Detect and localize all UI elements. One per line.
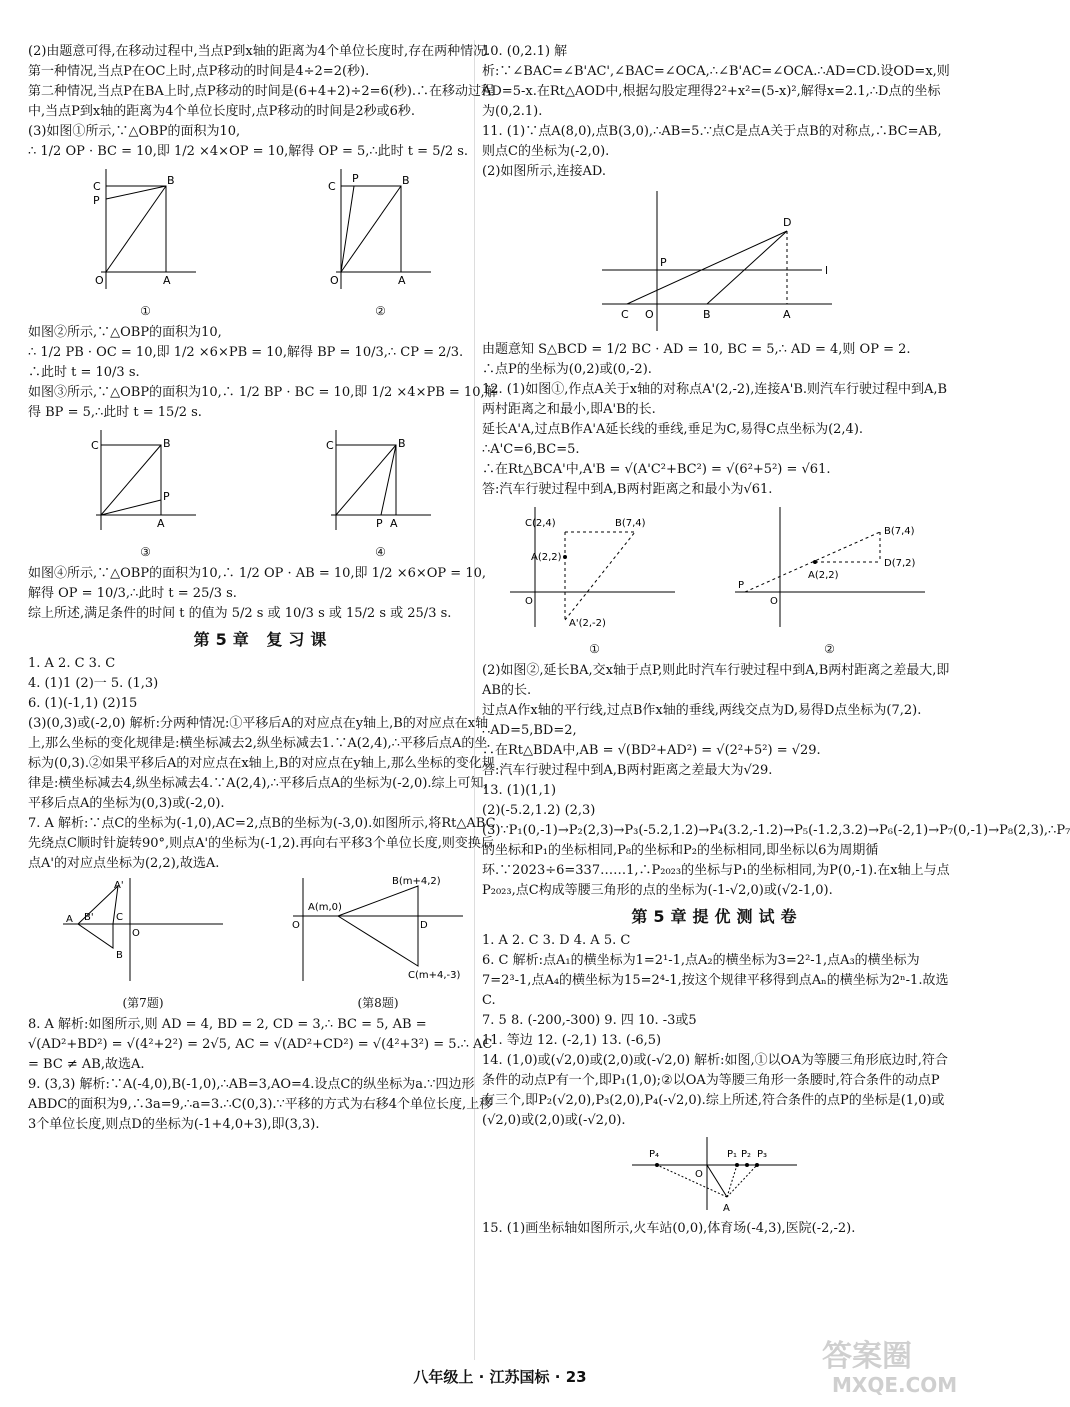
left-column <box>28 42 498 1135</box>
svg-text:O: O <box>132 928 140 939</box>
answer-line: 答:汽车行驶过程中到A,B两村距离之差最大为√29. <box>482 763 773 778</box>
answer-line: ∴在Rt△BDA中,AB = √(BD²+AD²) = √(2²+5²) = √29. <box>482 743 821 758</box>
svg-text:B: B <box>162 437 171 450</box>
svg-text:A: A <box>783 308 791 321</box>
para: (3)如图①所示,∵△OBP的面积为10, <box>28 124 241 139</box>
answer-line: 14. (1,0)或(√2,0)或(2,0)或(-√2,0) 解析:如图,①以OA为等腰三角形底边时,符合条件的动点P有一个,即P₁(1,0);②以OA为等腰三角形一条腰时,符合条件的动点P有三个,即P₂(√2,0),P₃(2,0),P₄(-√2,0).综上所述,符合条件的点P的坐标是(1,0)或(√2,0)或(2,0)或(-√2,0). <box>482 1053 948 1128</box>
svg-text:MXQE.COM: MXQE.COM <box>832 1373 958 1397</box>
svg-text:B: B <box>116 950 123 961</box>
figures-1-2 <box>28 164 498 321</box>
answer-line: 1. A 2. C 3. C <box>28 656 116 671</box>
para: ∴此时 t = 10/3 s. <box>28 365 140 380</box>
svg-text:A: A <box>162 274 171 287</box>
caption: (第8题) <box>357 996 399 1010</box>
figure-12-2 <box>730 502 930 632</box>
answer-line: (2)如图所示,连接AD. <box>482 164 607 179</box>
answer-line: 9. (3,3) 解析:∵A(-4,0),B(-1,0),∴AB=3,AO=4.设点C的纵坐标为a.∵四边形ABDC的面积为9,∴3a=9,∴a=3.∴C(0,3).∵平移的方式为右移4个单位长度,上移3个单位长度,则点D的坐标为(-1+4,0+3),即(3,3). <box>28 1077 493 1132</box>
caption: (第7题) <box>122 996 164 1010</box>
svg-text:P: P <box>737 580 744 591</box>
svg-text:A: A <box>66 914 73 925</box>
label: C(m+4,-3) <box>408 970 461 981</box>
figure-14 <box>627 1135 807 1215</box>
label: B(7,4) <box>883 526 915 537</box>
caption: ① <box>140 304 151 318</box>
figure-1 <box>91 164 201 294</box>
svg-text:C: C <box>90 439 99 452</box>
svg-text:B: B <box>703 308 711 321</box>
answer-line: 1. A 2. C 3. D 4. A 5. C <box>482 933 631 948</box>
svg-text:P: P <box>162 490 170 503</box>
answer-line: 答:汽车行驶过程中到A,B两村距离之和最小为√61. <box>482 482 773 497</box>
watermark-logo <box>812 1330 982 1400</box>
answer-line: 7. A 解析:∵点C的坐标为(-1,0),AC=2,点B的坐标为(-3,0).如图所示,将Rt△ABC先绕点C顺时针旋转90°,则点A'的坐标为(-1,2).再向右平移3个单位长度,则变换后点A'的对应点坐标为(2,2),故选A. <box>28 816 496 871</box>
svg-text:C: C <box>116 912 123 923</box>
answer-line: (3)∵P₁(0,-1)→P₂(2,3)→P₃(-5.2,1.2)→P₄(3.2,-1.2)→P₅(-1.2,3.2)→P₆(-2,1)→P₇(0,-1)→P₈(2,3),∴P₇的坐标和P₁的坐标相同,P₈的坐标和P₂的坐标相同,即坐标以6为周期循环.∵2023÷6=337……1,∴P₂₀₂₃的坐标与P₁的坐标相同,为P(0,-1).在x轴上与点P₂₀₂₃,点C构成等腰三角形的点的坐标为(-1-√2,0)或(√2-1,0). <box>482 823 1070 898</box>
answer-line: (3)(0,3)或(-2,0) 解析:分两种情况:①平移后A的对应点在y轴上,B的对应点在x轴上,那么坐标的变化规律是:横坐标减去2,纵坐标减去1.∵A(2,4),∴平移后点A的坐标为(0,3).②如果平移后A的对应点在x轴上,B的对应点在y轴上,那么坐标的变化规律是:横坐标减去4,纵坐标减去4.∵A(2,4),∴平移后点A的坐标为(-2,0).综上可知,平移后点A的坐标为(0,3)或(-2,0). <box>28 716 495 811</box>
svg-text:B: B <box>397 437 406 450</box>
svg-text:O: O <box>524 596 533 607</box>
answer-line: (2)(-5.2,1.2) (2,3) <box>482 803 596 818</box>
svg-text:C: C <box>621 308 629 321</box>
answer-line: 11. 等边 12. (-2,1) 13. (-6,5) <box>482 1033 662 1048</box>
label: P₄ <box>649 1149 660 1160</box>
svg-text:A': A' <box>114 880 124 891</box>
answer-line: 6. (1)(-1,1) (2)15 <box>28 696 138 711</box>
para: 第一种情况,当点P在OC上时,点P移动的时间是4÷2=2(秒). <box>28 64 370 79</box>
figures-3-4 <box>28 425 498 562</box>
svg-text:C: C <box>327 180 336 193</box>
svg-text:B: B <box>401 174 410 187</box>
svg-text:答案圈: 答案圈 <box>822 1339 912 1374</box>
svg-text:D: D <box>783 216 792 229</box>
para: ∴ 1/2 OP · BC = 10,即 1/2 ×4×OP = 10,解得 OP = 5,∴此时 t = 5/2 s. <box>28 144 469 159</box>
label: A(m,0) <box>308 902 342 913</box>
figure-12-1 <box>505 502 685 632</box>
answer-line: 8. A 解析:如图所示,则 AD = 4, BD = 2, CD = 3,∴ BC = 5, AB = √(AD²+BD²) = √(4²+2²) = 2√5, AC = √(AD²+CD²) = √(4²+3²) = 5.∴ AC = BC ≠ AB,故选A. <box>28 1017 493 1072</box>
section-heading: 第5章 复习课 <box>193 630 333 649</box>
svg-text:O: O <box>329 274 339 287</box>
right-column <box>482 42 1070 1239</box>
svg-text:O: O <box>94 274 104 287</box>
label: B(m+4,2) <box>392 876 441 887</box>
answer-line: 延长A'A,过点B作A'A延长线的垂线,垂足为C,易得C点坐标为(2,4). <box>482 422 864 437</box>
label: P₁ <box>727 1149 738 1160</box>
para: 第二种情况,当点P在BA上时,点P移动的时间是(6+4+2)÷2=6(秒).∴在移动过程中,当点P到x轴的距离为4个单位长度时,点P移动的时间是2秒或6秒. <box>28 84 495 119</box>
label: P₂ <box>741 1149 752 1160</box>
para: 如图④所示,∵△OBP的面积为10,∴ 1/2 OP · AB = 10,即 1/2 ×6×OP = 10,解得 OP = 10/3,∴此时 t = 25/3 s. <box>28 566 487 601</box>
label: O <box>695 1169 703 1180</box>
svg-text:C: C <box>92 180 101 193</box>
svg-text:B: B <box>166 174 175 187</box>
section-heading: 第5章提优测试卷 <box>631 907 803 926</box>
svg-text:O: O <box>645 308 654 321</box>
figures-7-8 <box>28 876 498 1013</box>
label: D(7,2) <box>883 558 915 569</box>
svg-text:P: P <box>660 256 667 269</box>
caption: ③ <box>140 545 151 559</box>
caption: ④ <box>375 545 386 559</box>
answer-line: 7. 5 8. (-200,-300) 9. 四 10. -3或5 <box>482 1013 697 1028</box>
svg-text:A: A <box>397 274 406 287</box>
caption: ② <box>375 304 386 318</box>
svg-text:D: D <box>420 920 428 931</box>
svg-text:O: O <box>769 596 778 607</box>
answer-line: 过点A作x轴的平行线,过点B作x轴的垂线,两线交点为D,易得D点坐标为(7,2). <box>482 703 922 718</box>
figures-12 <box>482 502 952 659</box>
para: 如图③所示,∵△OBP的面积为10,∴ 1/2 BP · BC = 10,即 1/2 ×4×PB = 10,解得 BP = 5,∴此时 t = 15/2 s. <box>28 385 498 420</box>
label: A'(2,-2) <box>568 618 606 629</box>
para: ∴ 1/2 PB · OC = 10,即 1/2 ×6×PB = 10,解得 BP = 10/3,∴ CP = 2/3. <box>28 345 464 360</box>
page-footer: 八年级上 · 江苏国标 · 23 <box>413 1368 587 1386</box>
figure-11 <box>597 186 837 336</box>
figure-7 <box>58 876 228 986</box>
figure-8 <box>288 876 468 986</box>
figure-3 <box>91 425 201 535</box>
label: A(2,2) <box>530 552 562 563</box>
svg-text:A: A <box>389 517 398 530</box>
answer-line: 15. (1)画坐标轴如图所示,火车站(0,0),体育场(-4,3),医院(-2,-2). <box>482 1221 856 1236</box>
figure-2 <box>326 164 436 294</box>
svg-text:P: P <box>351 172 359 185</box>
svg-text:P: P <box>375 517 383 530</box>
label: P₃ <box>757 1149 768 1160</box>
answer-line: 10. (0,2.1) 解析:∵∠BAC=∠B'AC',∠BAC=∠OCA,∴∠B'AC=∠OCA.∴AD=CD.设OD=x,则AD=5-x.在Rt△AOD中,根据勾股定理得2²+x²=(5-x)²,解得x=2.1,∴D点的坐标为(0,2.1). <box>482 44 950 119</box>
answer-line: 12. (1)如图①,作点A关于x轴的对称点A'(2,-2),连接A'B.则汽车行驶过程中到A,B两村距离之和最小,即A'B的长. <box>482 382 948 417</box>
svg-text:O: O <box>292 920 300 931</box>
answer-line: ∴A'C=6,BC=5. <box>482 442 580 457</box>
svg-text:A: A <box>156 517 165 530</box>
figure-4 <box>326 425 436 535</box>
para: 综上所述,满足条件的时间 t 的值为 5/2 s 或 10/3 s 或 15/2 s 或 25/3 s. <box>28 606 452 621</box>
label: A <box>723 1203 730 1214</box>
svg-text:P: P <box>92 194 100 207</box>
caption: ① <box>589 642 600 656</box>
para: (2)由题意可得,在移动过程中,当点P到x轴的距离为4个单位长度时,存在两种情况. <box>28 44 491 59</box>
label: A(2,2) <box>807 570 839 581</box>
answer-line: (2)如图②,延长BA,交x轴于点P,则此时汽车行驶过程中到A,B两村距离之差最大,即AB的长. <box>482 663 950 698</box>
answer-line: 13. (1)(1,1) <box>482 783 557 798</box>
answer-line: 11. (1)∵点A(8,0),点B(3,0),∴AB=5.∵点C是点A关于点B的对称点,∴BC=AB,则点C的坐标为(-2,0). <box>482 124 942 159</box>
answer-line: ∴AD=5,BD=2, <box>482 723 577 738</box>
para: 如图②所示,∵△OBP的面积为10, <box>28 325 222 340</box>
label: C(2,4) <box>524 518 556 529</box>
svg-text:C: C <box>325 439 334 452</box>
svg-text:B': B' <box>84 912 94 923</box>
svg-text:l: l <box>825 264 829 277</box>
label: B(7,4) <box>614 518 646 529</box>
answer-line: 4. (1)1 (2)一 5. (1,3) <box>28 676 159 691</box>
caption: ② <box>824 642 835 656</box>
answer-line: 由题意知 S△BCD = 1/2 BC · AD = 10, BC = 5,∴ AD = 4,则 OP = 2. <box>482 342 911 357</box>
answer-line: 6. C 解析:点A₁的横坐标为1=2¹-1,点A₂的横坐标为3=2²-1,点A₃的横坐标为7=2³-1,点A₄的横坐标为15=2⁴-1,按这个规律平移得到点Aₙ的横坐标为2ⁿ-1.故选C. <box>482 953 949 1008</box>
answer-line: ∴在Rt△BCA'中,A'B = √(A'C²+BC²) = √(6²+5²) = √61. <box>482 462 831 477</box>
answer-line: ∴点P的坐标为(0,2)或(0,-2). <box>482 362 652 377</box>
